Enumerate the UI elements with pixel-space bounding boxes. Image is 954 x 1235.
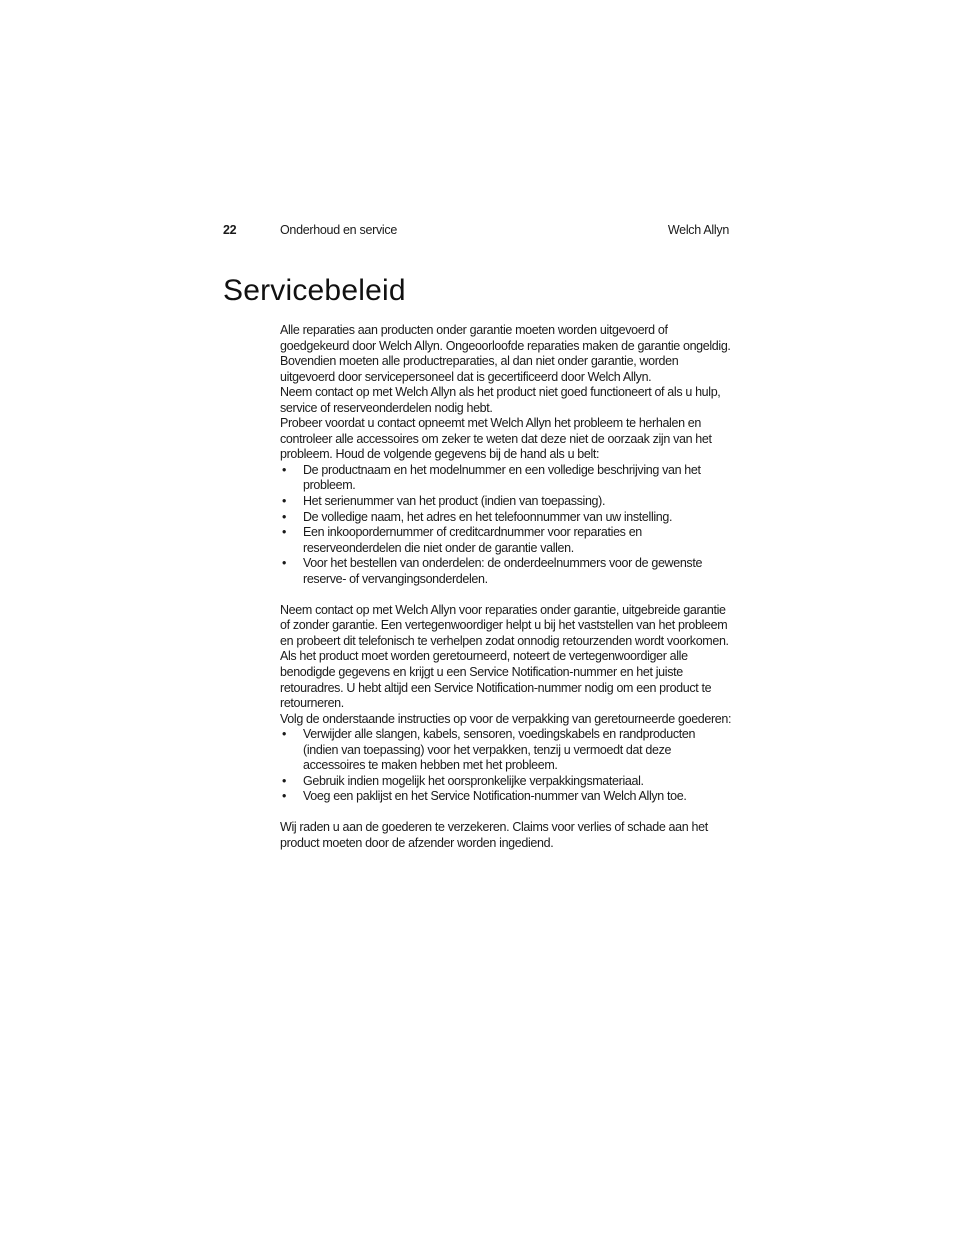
bullet-icon: • [282,789,287,804]
list-item [280,525,732,556]
bullet-icon: • [282,773,287,788]
packaging-instructions-list [280,727,732,805]
paragraph: Alle reparaties aan producten onder garantie moeten worden uitgevoerd of goedgekeurd door Welch Allyn. Ongeoorloofde reparaties maken de garantie ongeldig. Bovendien moeten alle productreparaties, al dan niet onder garantie, worden uitgevoerd door servicepersoneel dat is gecertificeerd door Welch Allyn. [280,323,731,384]
paragraph: Probeer voordat u contact opneemt met Welch Allyn het probleem te herhalen en controleer alle accessoires om zeker te weten dat deze niet de oorzaak zijn van het probleem. Houd de volgende gegevens bij de hand als u belt: [280,416,712,462]
list-item [280,774,732,790]
list-item [280,510,732,526]
page-number: 22 [223,223,237,237]
paragraph: Neem contact op met Welch Allyn voor reparaties onder garantie, uitgebreide garantie of zonder garantie. Een vertegenwoordiger helpt u bij het vaststellen van het probleem en probeert dit telefonisch te verhelpen zodat onnodig retourzenden wordt voorkomen. [280,602,729,648]
list-item [280,727,732,774]
contact-info-list [280,463,732,587]
list-item [280,789,732,805]
list-item-text: Voeg een paklijst en het Service Notification-nummer van Welch Allyn toe. [303,789,687,804]
bullet-icon: • [282,727,287,742]
paragraph: Volg de onderstaande instructies op voor de verpakking van geretourneerde goederen: [280,711,732,726]
body-text [280,323,732,852]
bullet-icon: • [282,509,287,524]
list-item-text: Een inkoopordernummer of creditcardnummer voor reparaties en reserveonderdelen die niet onder de garantie vallen. [303,525,642,555]
paragraph: Als het product moet worden geretourneerd, noteert de vertegenwoordiger alle benodigde gegevens en krijgt u een Service Notification-nummer en het juiste retouradres. U hebt altijd een Service Notification-nummer nodig om een product te retourneren. [280,649,712,711]
bullet-icon: • [282,462,287,477]
bullet-icon: • [282,494,287,509]
list-item [280,463,732,494]
closing-paragraph: Wij raden u aan de goederen te verzekeren. Claims voor verlies of schade aan het product moeten door de afzender worden ingediend. [280,820,708,850]
list-item-text: De productnaam en het modelnummer en een volledige beschrijving van het probleem. [303,462,701,493]
bullet-icon: • [282,525,287,540]
running-header [223,221,729,239]
list-item-text: De volledige naam, het adres en het telefoonnummer van uw instelling. [303,509,673,524]
paragraph-spacer [280,587,732,603]
list-item [280,494,732,510]
list-item [280,556,732,587]
page-title: Servicebeleid [223,274,406,307]
list-item-text: Verwijder alle slangen, kabels, sensoren, voedingskabels en randproducten (indien van toepassing) voor het verpakken, tenzij u vermoedt dat deze accessoires te maken hebben met het probleem. [303,727,696,773]
bullet-icon: • [282,556,287,571]
section-name: Onderhoud en service [280,223,397,237]
list-item-text: Gebruik indien mogelijk het oorspronkelijke verpakkingsmateriaal. [303,773,644,788]
brand-name: Welch Allyn [667,223,729,237]
list-item-text: Voor het bestellen van onderdelen: de onderdeelnummers voor de gewenste reserve- of vervangingsonderdelen. [303,556,703,586]
list-item-text: Het serienummer van het product (indien van toepassing). [303,494,606,509]
paragraph-spacer [280,805,732,821]
paragraph: Neem contact op met Welch Allyn als het product niet goed functioneert of als u hulp, service of reserveonderdelen nodig hebt. [280,385,721,415]
